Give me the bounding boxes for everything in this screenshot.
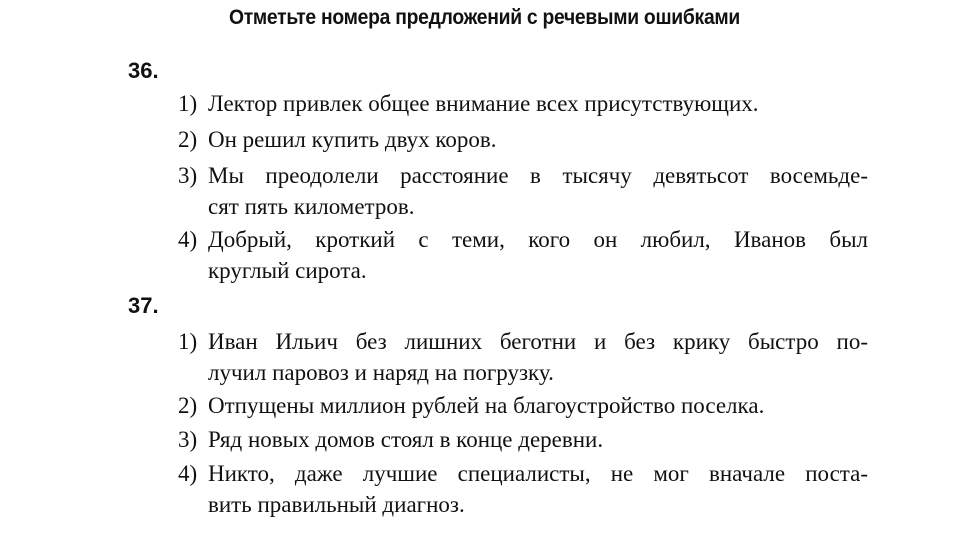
page-title: Отметьте номера предложений с речевыми ошибками [228, 6, 741, 29]
item-number: 2) [178, 127, 198, 152]
item-text-continuation: круглый сирота. [208, 258, 367, 283]
item-text: Мы преодолели расстояние в тысячу девятьсот восемьде- [208, 163, 868, 188]
item-text-continuation: сят пять километров. [208, 194, 415, 219]
list-item [178, 458, 868, 520]
item-text: Ряд новых домов стоял в конце деревни. [208, 427, 604, 452]
list-item [178, 326, 868, 388]
item-number: 2) [178, 393, 198, 418]
task-number: 37. [128, 293, 159, 318]
item-number: 3) [178, 427, 198, 452]
item-number: 1) [178, 329, 198, 354]
item-text: Отпущены миллион рублей на благоустройство поселка. [208, 393, 765, 418]
item-text: Добрый, кроткий с теми, кого он любил, Иванов был [208, 227, 868, 252]
task-number: 36. [128, 58, 159, 83]
item-text-continuation: лучил паровоз и наряд на погрузку. [208, 360, 554, 385]
list-item [178, 160, 868, 222]
item-number: 4) [178, 461, 198, 486]
item-text: Никто, даже лучшие специалисты, не мог вначале поста- [208, 461, 868, 486]
item-number: 1) [178, 91, 198, 116]
list-item [178, 424, 868, 455]
list-item [178, 390, 868, 421]
list-item [178, 88, 868, 119]
item-text: Он решил купить двух коров. [208, 127, 497, 152]
list-item [178, 224, 868, 286]
item-number: 3) [178, 163, 198, 188]
item-text: Лектор привлек общее внимание всех присутствующих. [208, 91, 759, 116]
item-number: 4) [178, 227, 198, 252]
list-item [178, 124, 868, 155]
item-text-continuation: вить правильный диагноз. [208, 492, 465, 517]
item-text: Иван Ильич без лишних беготни и без крику быстро по- [208, 329, 868, 354]
